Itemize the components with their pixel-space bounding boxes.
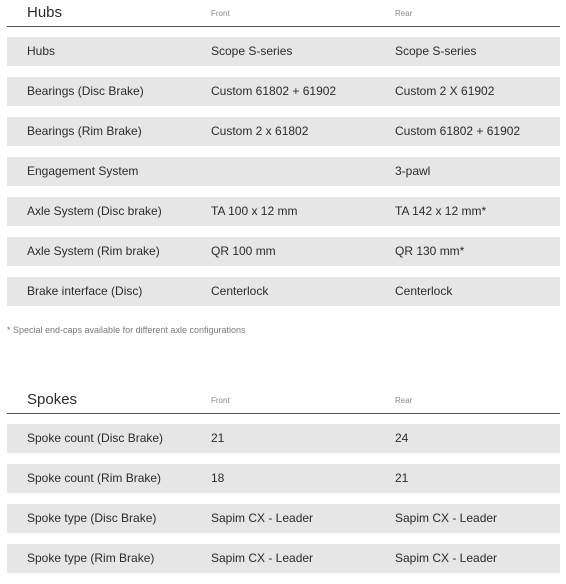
table-row (7, 37, 560, 66)
row-rear-value: Sapim CX - Leader (395, 511, 498, 525)
row-rear-value: 3-pawl (395, 164, 431, 178)
row-front-value: QR 100 mm (211, 244, 276, 258)
row-front-value: Centerlock (211, 284, 269, 298)
table-row (7, 544, 560, 573)
hubs-section (7, 0, 560, 317)
row-label: Hubs (27, 44, 56, 58)
spokes-rear-column-header: Rear (395, 396, 413, 405)
row-label: Brake interface (Disc) (27, 284, 143, 298)
row-front-value: Custom 61802 + 61902 (211, 84, 337, 98)
hubs-title: Hubs (27, 4, 63, 21)
row-rear-value: Sapim CX - Leader (395, 551, 498, 565)
spokes-title: Spokes (27, 391, 78, 408)
row-front-value: Custom 2 x 61802 (211, 124, 309, 138)
row-label: Axle System (Rim brake) (27, 244, 160, 258)
spokes-header (7, 387, 560, 414)
row-label: Spoke type (Rim Brake) (27, 551, 155, 565)
row-label: Spoke count (Disc Brake) (27, 431, 164, 445)
row-rear-value: Custom 61802 + 61902 (395, 124, 521, 138)
table-row (7, 197, 560, 226)
hubs-footnote: * Special end-caps available for different axle configurations (7, 325, 246, 335)
table-row (7, 464, 560, 493)
hubs-front-column-header: Front (211, 9, 230, 18)
table-row (7, 157, 560, 186)
table-row (7, 117, 560, 146)
row-rear-value: Custom 2 X 61902 (395, 84, 495, 98)
spokes-table (7, 424, 560, 573)
row-rear-value: 24 (395, 431, 409, 445)
row-label: Engagement System (27, 164, 139, 178)
spokes-front-column-header: Front (211, 396, 230, 405)
table-row (7, 237, 560, 266)
hubs-header (7, 0, 560, 27)
table-row (7, 77, 560, 106)
table-row (7, 504, 560, 533)
row-rear-value: 21 (395, 471, 409, 485)
row-front-value: 21 (211, 431, 225, 445)
row-rear-value: QR 130 mm* (395, 244, 465, 258)
row-front-value: Sapim CX - Leader (211, 551, 314, 565)
row-front-value: TA 100 x 12 mm (211, 204, 298, 218)
row-label: Spoke type (Disc Brake) (27, 511, 157, 525)
row-rear-value: Scope S-series (395, 44, 477, 58)
row-label: Axle System (Disc brake) (27, 204, 162, 218)
hubs-table (7, 37, 560, 306)
row-front-value: Scope S-series (211, 44, 293, 58)
spokes-section (7, 387, 560, 584)
row-front-value: 18 (211, 471, 225, 485)
row-label: Spoke count (Rim Brake) (27, 471, 162, 485)
row-front-value: Sapim CX - Leader (211, 511, 314, 525)
row-rear-value: Centerlock (395, 284, 453, 298)
row-rear-value: TA 142 x 12 mm* (395, 204, 487, 218)
hubs-rear-column-header: Rear (395, 9, 413, 18)
row-label: Bearings (Disc Brake) (27, 84, 144, 98)
table-row (7, 277, 560, 306)
row-label: Bearings (Rim Brake) (27, 124, 142, 138)
table-row (7, 424, 560, 453)
